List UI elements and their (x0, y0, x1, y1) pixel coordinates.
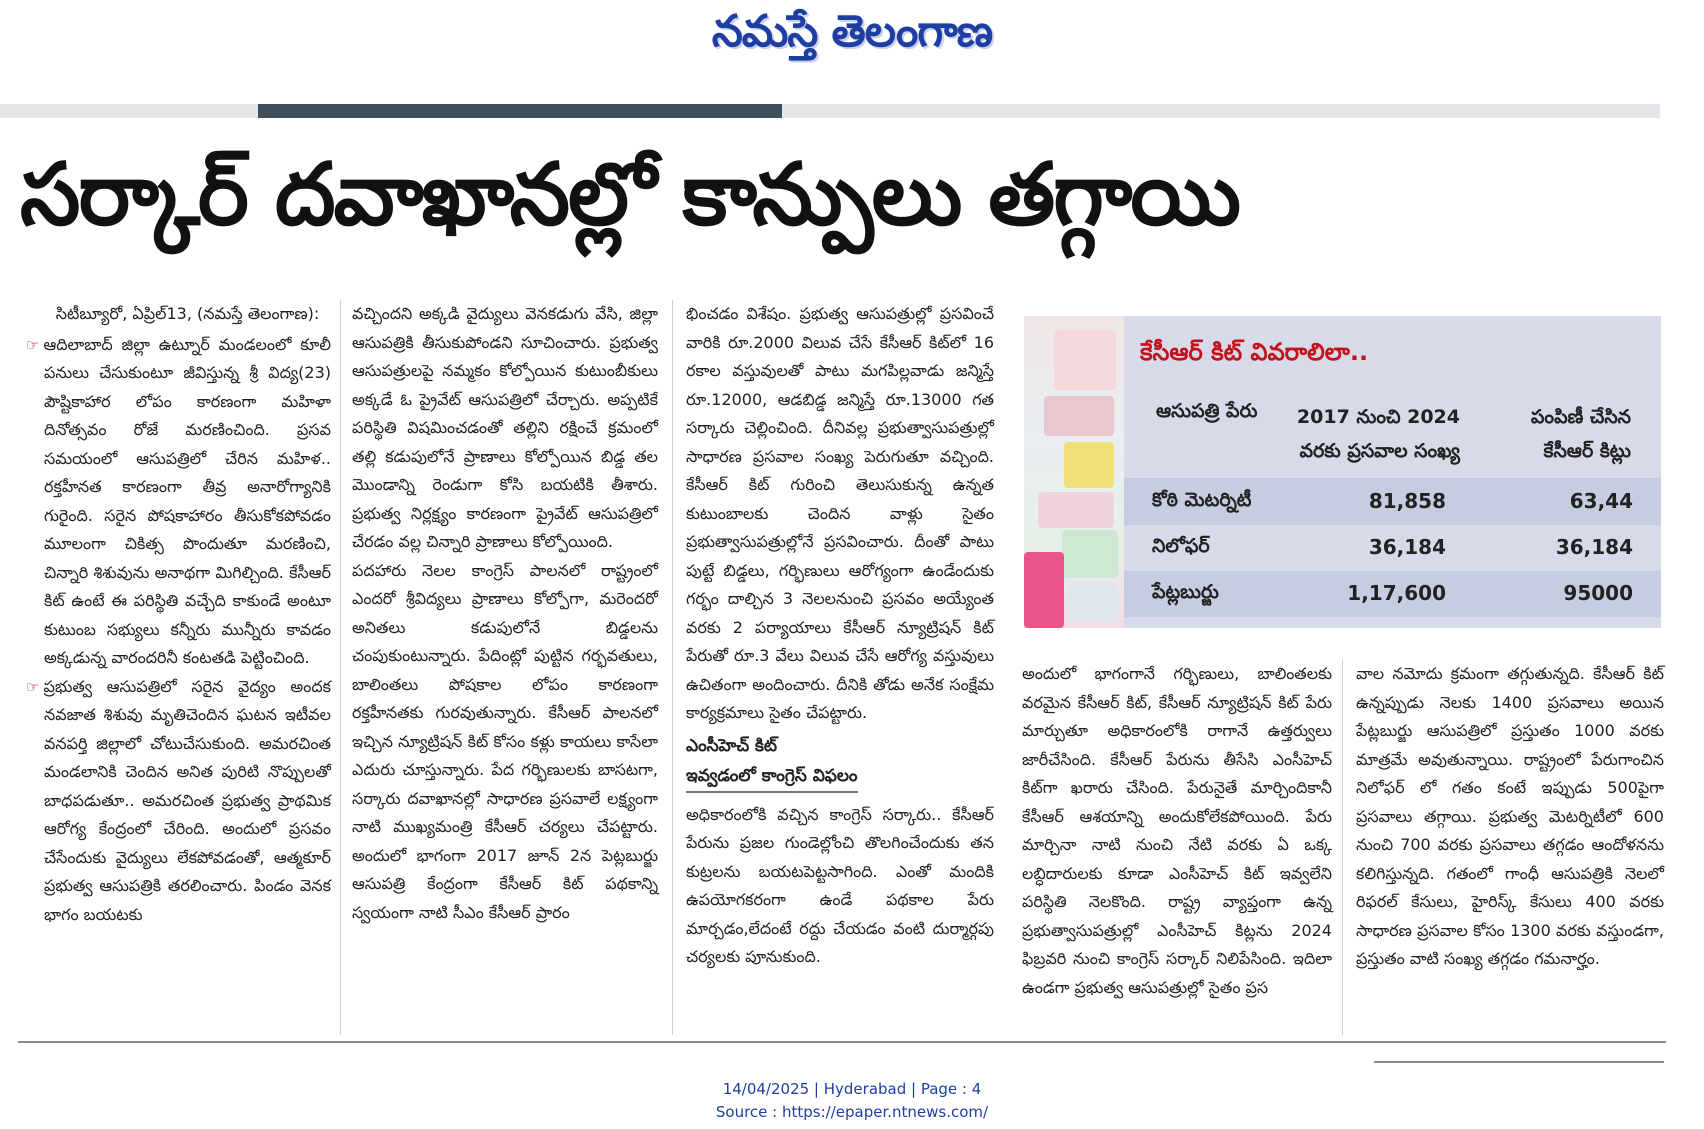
bottom-rule-short (1374, 1061, 1664, 1063)
cell-deliveries: 36,184 (1368, 535, 1446, 559)
header-hospital: ఆసుపత్రి పేరు (1156, 400, 1258, 422)
table-row (1124, 571, 1661, 617)
table-header (1124, 386, 1661, 479)
column-3 (686, 300, 994, 972)
cell-hospital: కోఠి మెటర్నిటీ (1152, 489, 1252, 511)
header-deliveries-line2: వరకు ప్రసవాల సంఖ్య (1299, 440, 1460, 462)
kcr-kit-photo (1024, 316, 1124, 628)
cell-deliveries: 1,17,600 (1347, 581, 1446, 605)
article-paragraph: భించడం విశేషం. ప్రభుత్వ ఆసుపత్రుల్లో ప్రసవించే వారికి రూ.2000 విలువ చేసే కేసీఆర్ కిట్‌లో 16 రకాల వస్తువులతో పాటు మగపిల్లవాడు జన్మిస్తే రూ.12000, ఆడబిడ్డ జన్మిస్తే రూ.13000 గత సర్కారు చెల్లించింది. దీనివల్ల ప్రభుత్వాసుపత్రుల్లో సాధారణ ప్రసవాల సంఖ్య పెరుగుతూ వచ్చింది. కేసీఆర్ కిట్ గురించి తెలుసుకున్న ఉన్నత కుటుంబాలకు చెందిన వాళ్లు సైతం ప్రభుత్వాసుపత్రుల్లోనే ప్రసవించారు. దీంతో పాటు పుట్టే బిడ్డలు, గర్భిణులు ఆరోగ్యంగా ఉండేందుకు గర్భం దాల్చిన 3 నెలలనుంచి ప్రసవం అయ్యేంత వరకు 2 పర్యాయాలు కేసీఆర్ న్యూట్రిషన్ కిట్ పేరుతో రూ.3 వేలు విలువ చేసే ఆరోగ్య వస్తువులు ఉచితంగా అందించారు. దీనికి తోడు అనేక సంక్షేమ కార్యక్రమాలు సైతం చేపట్టారు. (686, 304, 994, 722)
column-1 (26, 300, 331, 929)
header-kits-line1: పంపిణీ చేసిన (1530, 406, 1631, 428)
masthead-logo: నమస్తే తెలంగాణ (711, 6, 993, 57)
headline: సర్కార్ దవాఖానల్లో కాన్పులు తగ్గాయి (20, 145, 1239, 245)
subheading: ఇవ్వడంలో కాంగ్రెస్ విఫలం (686, 762, 858, 793)
kit-table (1124, 386, 1661, 617)
subheading: ఎంసీహెచ్ కిట్ (686, 735, 778, 756)
header-deliveries (1290, 400, 1460, 468)
footer-date-line: 14/04/2025 | Hyderabad | Page : 4 (722, 1080, 982, 1098)
article-paragraph: అధికారంలోకి వచ్చిన కాంగ్రెస్ సర్కారు.. కేసీఆర్ పేరును ప్రజల గుండెల్లోంచి తొలగించేందుకు తన కుట్రలను బయటపెట్టసాగింది. ఎంతో మందికి ఉపయోగకరంగా ఉండే పథకాల పేరు మార్చడం,లేదంటే రద్దు చేయడం వంటి దుర్మార్గపు చర్యలకు పూనుకుంది. (686, 804, 994, 966)
article-paragraph: వాల నమోదు క్రమంగా తగ్గుతున్నది. కేసీఆర్ కిట్ ఉన్నప్పుడు నెలకు 1400 ప్రసవాలు అయిన పేట్లబుర్జు ఆసుపత్రిలో ప్రస్తుతం 1000 వరకు మాత్రమే అవుతున్నాయి. రాష్ట్రంలో పేరుగాంచిన నిలోఫర్ లో గతం కంటే ఇప్పుడు 500పైగా ప్రసవాలు తగ్గాయి. ప్రభుత్వ మెటర్నిటీలో 600 నుంచి 700 వరకు ప్రసవాలు తగ్గడం ఆందోళనను కలిగిస్తున్నది. గతంలో గాంధీ ఆసుపత్రికి నెలలో రిఫరల్ కేసులు, హైరిస్క్ కేసులు 400 వరకు సాధారణ ప్రసవాల కోసం 1300 వరకు వస్తుండగా, ప్రస్తుతం వాటి సంఖ్య తగ్గడం గమనార్హం. (1356, 664, 1664, 968)
kcr-kit-infobox (1024, 316, 1661, 628)
cell-kits: 63,44 (1569, 489, 1633, 513)
infobox-title: కేసీఆర్ కిట్ వివరాలిలా.. (1140, 338, 1369, 366)
cell-kits: 95000 (1563, 581, 1633, 605)
header-kits-line2: కేసీఆర్ కిట్లు (1543, 440, 1631, 462)
cell-deliveries: 81,858 (1368, 489, 1446, 513)
header-kits (1531, 400, 1631, 468)
footer-source-line: Source : https://epaper.ntnews.com/ (715, 1103, 989, 1121)
table-row (1124, 479, 1661, 525)
dateline: సిటీబ్యూరో, ఏప్రిల్13, (నమస్తే తెలంగాణ): (55, 304, 320, 323)
article-paragraph: అందులో భాగంగానే గర్భిణులు, బాలింతలకు వరమైన కేసీఆర్ కిట్, కేసీఆర్ న్యూట్రిషన్ కిట్ పేరు మార్చుతూ అధికారంలోకి రాగానే ఉత్తర్వులు జారీచేసింది. కేసీఆర్ పేరును తీసేసి ఎంసీహెచ్ కిట్‌గా ఖరారు చేసింది. పేరునైతే మార్చిందికానీ కేసీఆర్ ఆశయాన్ని అందుకోలేకపోయింది. పేరు మార్చినా నాటి నుంచి నేటి వరకు ఏ ఒక్క లబ్ధిదారులకు కూడా ఎంసీహెచ్ కిట్ ఇవ్వలేని పరిస్థితి నెలకొంది. రాష్ట్ర వ్యాప్తంగా ఉన్న ప్రభుత్వాసుపత్రుల్లో ఎంసీహెచ్ కిట్లను 2024 ఫిబ్రవరి నుంచి కాంగ్రెస్ సర్కార్ నిలిపేసింది. ఇదిలా ఉండగా ప్రభుత్వ ఆసుపత్రుల్లో సైతం ప్రస (1022, 664, 1332, 997)
article-paragraph: ప్రభుత్వ ఆసుపత్రిలో సరైన వైద్యం అందక నవజాత శిశువు మృతిచెందిన ఘటన ఇటీవల వనపర్తి జిల్లాలో చోటుచేసుకుంది. అమరచింత మండలానికి చెందిన అనిత పురిటి నొప్పులతో బాధపడుతూ.. అమరచింత ప్రభుత్వ ప్రాథమిక ఆరోగ్య కేంద్రంలో చేరింది. అందులో ప్రసవం చేసేందుకు వైద్యులు లేకపోవడంతో, ఆత్మకూర్ ప్రభుత్వ ఆసుపత్రికి తరలించారు. పిండం వెనక భాగం బయటకు (43, 676, 331, 924)
header-rule-accent (258, 104, 782, 118)
red-hand-pointer-icon: ☞ (26, 335, 40, 354)
header-rule (0, 104, 1660, 118)
article-paragraph: పదహారు నెలల కాంగ్రెస్ పాలనలో రాష్ట్రంలో ఎందరో శ్రీవిద్యలు ప్రాణాలు కోల్పోగా, మరెందరో అనితలు కడుపులోనే బిడ్డలను చంపుకుంటున్నారు. పేదింట్లో పుట్టిన గర్భవతులు, బాలింతలు పోషకాల లోపం కారణంగా రక్తహీనతకు గురవుతున్నారు. కేసీఆర్ పాలనలో ఇచ్చిన న్యూట్రిషన్ కిట్ కోసం కళ్లు కాయలు కాసేలా ఎదురు చూస్తున్నారు. పేద గర్భిణులకు బాసటగా, సర్కారు దవాఖానల్లో సాధారణ ప్రసవాలే లక్ష్యంగా నాటి ముఖ్యమంత్రి కేసీఆర్ చర్యలు చేపట్టారు. అందులో భాగంగా 2017 జూన్ 2న పెట్లబుర్జు ఆసుపత్రి కేంద్రంగా కేసీఆర్ కిట్ పథకాన్ని స్వయంగా నాటి సీఎం కేసీఆర్ ప్రారం (352, 560, 658, 922)
column-divider (672, 300, 673, 1035)
column-divider (1342, 660, 1343, 1035)
cell-hospital: నిలోఫర్ (1152, 535, 1210, 557)
cell-hospital: పేట్లబుర్జు (1152, 581, 1219, 603)
column-2 (352, 300, 658, 927)
table-row (1124, 525, 1661, 571)
red-hand-pointer-icon: ☞ (26, 677, 40, 696)
column-4 (1022, 660, 1332, 1002)
article-paragraph: వచ్చిందని అక్కడి వైద్యులు వెనకడుగు వేసి, జిల్లా ఆసుపత్రికి తీసుకుపోండని సూచించారు. ప్రభుత్వ ఆసుపత్రులపై నమ్మకం కోల్పోయిన కుటుంబీకులు అక్కడే ఓ ప్రైవేట్ ఆసుపత్రిలో చేర్చారు. అప్పటికే పరిస్థితి విషమించడంతో తల్లిని రక్షించే క్రమంలో తల్లి కడుపులోనే ప్రాణాలు కోల్పోయిన బిడ్డ తల మొండాన్ని రెండుగా కోసి బయటికి తీశారు. ప్రభుత్వ నిర్లక్ష్యం కారణంగా ప్రైవేట్ ఆసుపత్రిలో చేరడం వల్ల చిన్నారి ప్రాణాలు కోల్పోయింది. (352, 304, 658, 551)
cell-kits: 36,184 (1555, 535, 1633, 559)
article-paragraph: ఆదిలాబాద్ జిల్లా ఉట్నూర్ మండలంలో కూలీ పనులు చేసుకుంటూ జీవిస్తున్న శ్రీ విద్య(23) పౌష్టికాహార లోపం కారణంగా మహిళా దినోత్సవం రోజే మరణించింది. ప్రసవ సమయంలో ఆసుపత్రిలో చేరిన మహిళ.. రక్తహీనత కారణంగా తీవ్ర అనారోగ్యానికి గురైంది. సరైన పోషకాహారం తీసుకోకపోవడం మూలంగా చికిత్స పొందుతూ మరణించి, చిన్నారి శిశువును అనాథగా మిగిల్చింది. కేసీఆర్ కిట్ ఉంటే ఈ పరిస్థితి వచ్చేది కాకుండే అంటూ కుటుంబ సభ్యులు కన్నీరు మున్నీరు కావడం అక్కడున్న వారందరినీ కంటతడి పెట్టించింది. (43, 334, 331, 667)
column-5 (1356, 660, 1664, 974)
header-deliveries-line1: 2017 నుంచి 2024 (1296, 406, 1460, 428)
column-divider (340, 300, 341, 1035)
bottom-rule (18, 1041, 1666, 1043)
